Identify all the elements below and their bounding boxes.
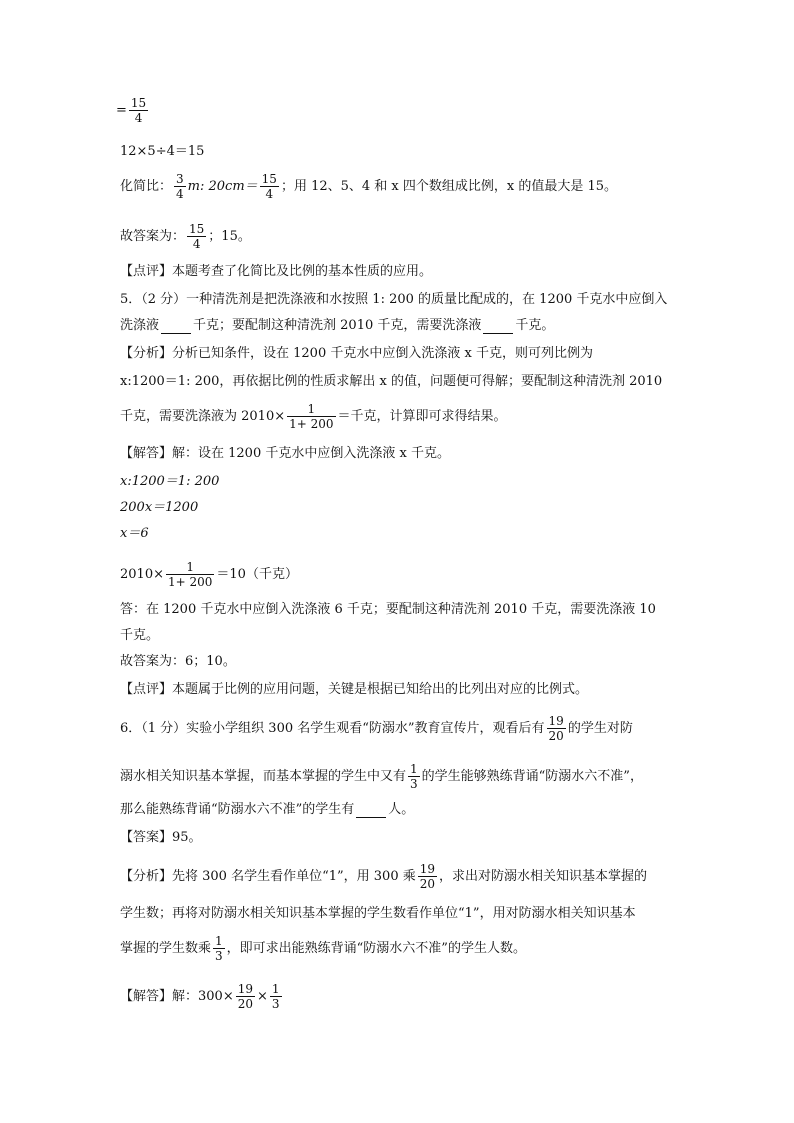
q6-line-2: 溺水相关知识基本掌握，而基本掌握的学生中又有 $\frac{1}{3}$ 的学生能够熟练背诵“防溺水六不准”， xyxy=(120,762,643,791)
review-line: 【点评】本题考查了化简比及比例的基本性质的应用。 xyxy=(120,264,433,279)
fraction: $\frac{1}{1+ 200}$ xyxy=(289,402,334,431)
q6-analysis-2: 学生数；再将对防溺水相关知识基本掌握的学生数看作单位“1”，用对防溺水相关知识基本 xyxy=(120,906,636,921)
q6-answer: 【答案】95。 xyxy=(120,830,202,845)
fraction: $\frac{1}{3}$ xyxy=(271,982,280,1011)
q5-analysis-3: 千克，需要洗涤液为 2010× $\frac{1}{1+ 200}$ ＝千克，计算即可求得结果。 xyxy=(120,402,507,431)
equals-sign: = xyxy=(116,102,127,118)
simplify-line: 化简比： $\frac{3}{4}$ m: 20cm＝ $\frac{15}{4}$ ；用 12、5、4 和 x 四个数组成比例，x 的值最大是 15。 xyxy=(120,172,618,201)
fraction: $\frac{1}{3}$ xyxy=(215,934,223,963)
q5-solution-2: x:1200＝1: 200 xyxy=(120,474,220,489)
fraction: $\frac{1}{3}$ xyxy=(410,762,418,791)
equation-line-2: 12×5÷4＝15 xyxy=(120,144,205,159)
q6-line-3: 那么能熟练背诵“防溺水六不准”的学生有 人。 xyxy=(120,802,415,817)
answer-blank[interactable] xyxy=(356,803,386,818)
fraction: $\frac{15}{4}$ xyxy=(130,96,147,125)
q5-answer-3: 故答案为：6；10。 xyxy=(120,654,236,669)
equation-line-1 xyxy=(116,96,150,125)
q5-analysis-2: x:1200＝1: 200，再依据比例的性质求解出 x 的值，问题便可得解；要配制这种清洗剂 2010 xyxy=(120,374,663,389)
fraction: $\frac{1}{1+ 200}$ xyxy=(167,560,213,589)
fraction: $\frac{19}{20}$ xyxy=(237,982,253,1011)
q6-analysis-1: 【分析】先将 300 名学生看作单位“1”，用 300 乘 $\frac{19}{20}$ ，求出对防溺水相关知识基本掌握的 xyxy=(120,862,648,891)
q5-solution-1: 【解答】解：设在 1200 千克水中应倒入洗涤液 x 千克。 xyxy=(120,446,450,461)
q6-analysis-3: 掌握的学生数乘 $\frac{1}{3}$ ，即可求出能熟练背诵“防溺水六不准”的学生人数。 xyxy=(120,934,526,963)
q6-line-1: 6．（1 分）实验小学组织 300 名学生观看“防溺水”教育宣传片，观看后有 $\frac{19}{20}$ 的学生对防 xyxy=(120,714,633,743)
q5-solution-3: 200x＝1200 xyxy=(120,500,199,515)
q5-solution-4: x＝6 xyxy=(120,526,149,541)
fraction: $\frac{19}{20}$ xyxy=(548,714,564,743)
q5-answer-1: 答：在 1200 千克水中应倒入洗涤液 6 千克；要配制这种清洗剂 2010 千克，需要洗涤液 10 xyxy=(120,602,656,617)
q5-review: 【点评】本题属于比例的应用问题，关键是根据已知给出的比列出对应的比例式。 xyxy=(120,682,589,697)
q5-line-1: 5．（2 分）一种清洗剂是把洗涤液和水按照 1: 200 的质量比配成的，在 1200 千克水中应倒入 xyxy=(120,292,668,307)
q6-solution-1: 【解答】解：300× $\frac{19}{20}$ × $\frac{1}{3}$ xyxy=(120,982,280,1011)
q5-line-2: 洗涤液 千克；要配制这种清洗剂 2010 千克，需要洗涤液 千克。 xyxy=(120,318,555,333)
fraction: $\frac{15}{4}$ xyxy=(189,222,205,251)
fraction: $\frac{19}{20}$ xyxy=(419,862,435,891)
answer-blank[interactable] xyxy=(483,319,513,334)
q5-analysis-1: 【分析】分析已知条件，设在 1200 千克水中应倒入洗涤液 x 千克，则可列比例为 xyxy=(120,346,593,361)
fraction: $\frac{15}{4}$ xyxy=(261,172,277,201)
fraction: $\frac{3}{4}$ xyxy=(176,172,184,201)
answer-blank[interactable] xyxy=(161,319,191,334)
q5-solution-5: 2010× $\frac{1}{1+ 200}$ ＝10（千克） xyxy=(120,560,298,589)
q5-answer-2: 千克。 xyxy=(120,628,160,643)
answer-line: 故答案为： $\frac{15}{4}$ ；15。 xyxy=(120,222,251,251)
